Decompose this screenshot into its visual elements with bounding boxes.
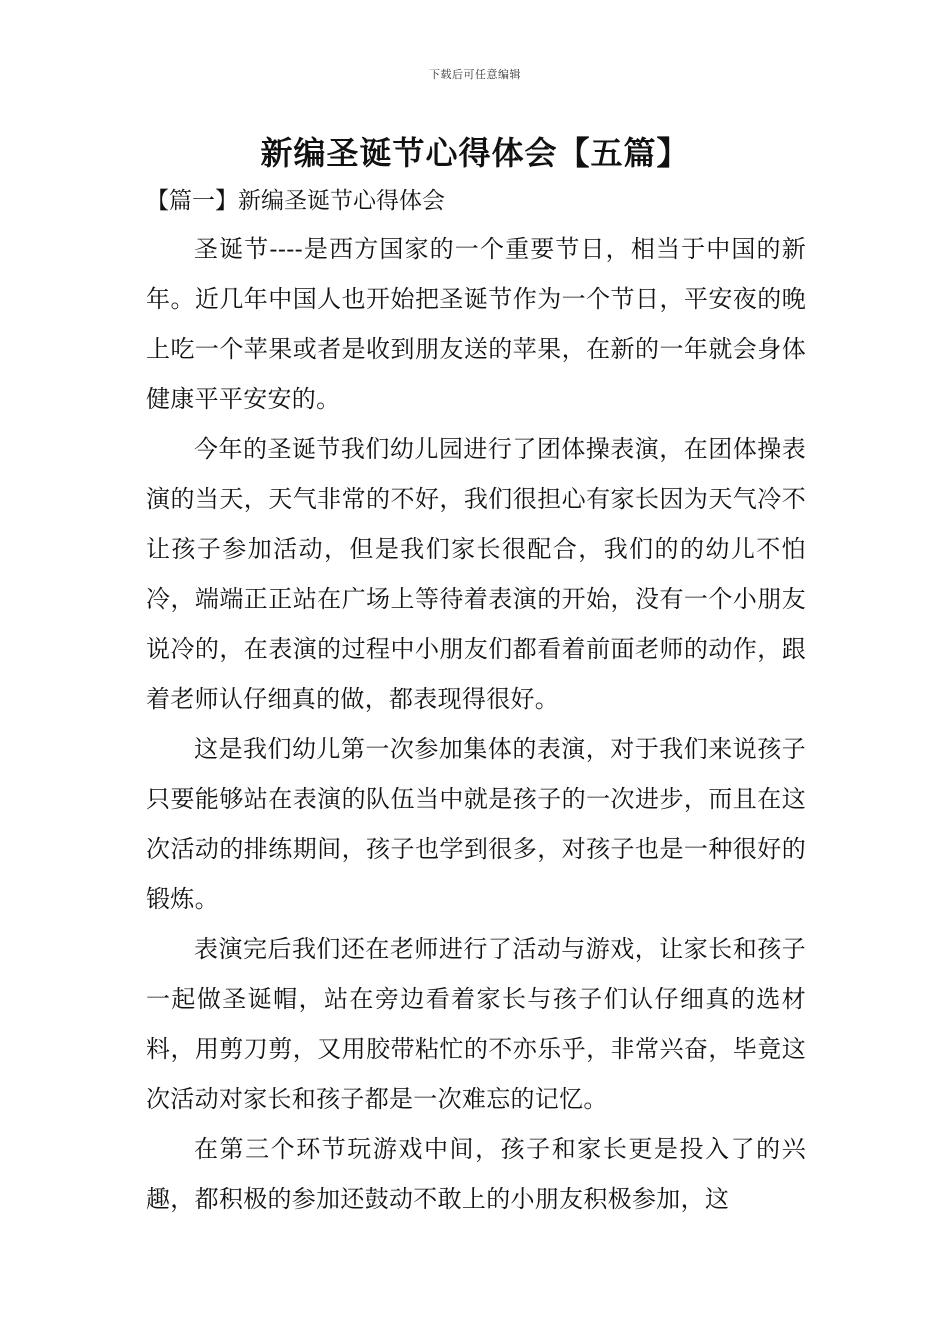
header-note: 下载后可任意编辑 [429,68,521,81]
document-title: 新编圣诞节心得体会【五篇】 [260,134,690,172]
paragraph-5: 在第三个环节玩游戏中间，孩子和家长更是投入了的兴趣，都积极的参加还鼓动不敢上的小朋友积极参加，这 [146,1135,806,1213]
paragraph-3: 这是我们幼儿第一次参加集体的表演，对于我们来说孩子只要能够站在表演的队伍当中就是孩子的一次进步，而且在这次活动的排练期间，孩子也学到很多，对孩子也是一种很好的锻炼。 [146,735,806,913]
paragraph-1: 圣诞节----是西方国家的一个重要节日，相当于中国的新年。近几年中国人也开始把圣诞节作为一个节日，平安夜的晚上吃一个苹果或者是收到朋友送的苹果，在新的一年就会身体健康平平安安的。 [146,235,806,413]
section-heading: 【篇一】新编圣诞节心得体会 [146,188,445,214]
paragraph-4: 表演完后我们还在老师进行了活动与游戏，让家长和孩子一起做圣诞帽，站在旁边看着家长与孩子们认仔细真的选材料，用剪刀剪，又用胶带粘忙的不亦乐乎，非常兴奋，毕竟这次活动对家长和孩子都是一次难忘的记忆。 [146,935,806,1113]
paragraph-2: 今年的圣诞节我们幼儿园进行了团体操表演，在团体操表演的当天，天气非常的不好，我们很担心有家长因为天气冷不让孩子参加活动，但是我们家长很配合，我们的的幼儿不怕冷，端端正正站在广场上等待着表演的开始，没有一个小朋友说冷的，在表演的过程中小朋友们都看着前面老师的动作，跟着老师认仔细真的做，都表现得很好。 [146,435,806,713]
body-text [146,224,806,1224]
